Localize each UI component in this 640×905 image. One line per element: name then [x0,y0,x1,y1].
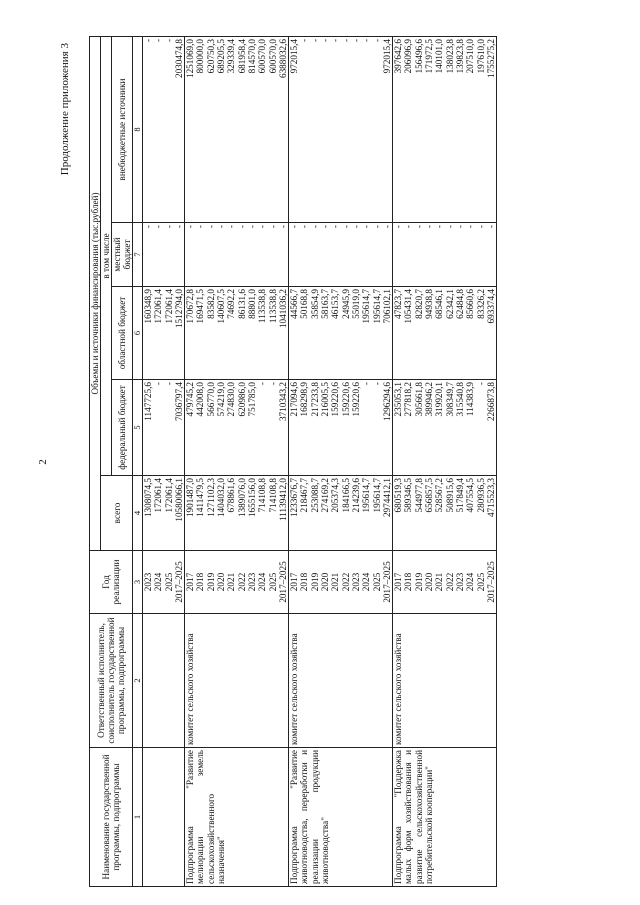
regional-cell: 170672,8 169471,5 83582,0 140607,5 74692,2 86131,6 88801,0 113538,8 113538,8 1041036,2 [185,287,289,380]
column-number: 1 [133,748,143,887]
rotated-document-page [37,37,620,887]
column-number: 4 [133,476,143,551]
extrabudget-cell: 972015,4 - - - - - - - - 972015,4 [289,36,393,222]
total-cell: 1233676,7 218467,7 253088,7 274169,2 205374,3 184166,5 214239,6 195614,7 195614,7 2974412,1 [289,476,393,551]
years-cell: 2017 2018 2019 2020 2021 2022 2023 2024 2025 2017–2025 [393,551,497,614]
header-regional: областной бюджет [112,287,133,380]
regional-cell: 44566,7 50168,8 35854,9 58163,7 46153,7 24945,9 55019,0 195614,7 195614,7 706102,1 [289,287,393,380]
header-name: Наименование государственной программы, подпрограммы [90,748,133,887]
table-row-subprogram-melioration [185,36,289,886]
header-total: всего [101,476,133,551]
federal-cell: 1147725,6 - - 7036797,4 [143,380,185,476]
local-cell: - - - - - - - - - - [185,223,289,287]
total-cell: 1308074,5 172061,4 172061,4 10580066,1 [143,476,185,551]
federal-cell: 479745,2 442008,0 566770,0 574219,0 274830,0 620986,0 751785,0 - - 3710343,2 [185,380,289,476]
header-including: в том числе [101,36,112,475]
column-number: 6 [133,287,143,380]
regional-cell: 47823,7 105431,4 82820,7 94938,8 68546,1 62342,1 62484,8 85660,6 83326,2 693374,4 [393,287,497,380]
extrabudget-cell: 397642,6 206096,9 156496,6 171972,5 140101,0 138023,8 139823,8 207510,0 197610,0 1755275,2 [393,36,497,222]
program-name [143,748,185,887]
extrabudget-cell: 1251069,0 800000,0 620750,3 689205,5 329339,4 681958,4 814570,0 600570,0 600570,0 6388032,6 [185,36,289,222]
column-number: 3 [133,551,143,614]
header-local: местный бюджет [112,223,133,287]
federal-cell: 235053,1 277818,2 305661,8 389946,2 319920,1 308349,7 315540,8 114383,9 - 2266873,8 [393,380,497,476]
extrabudget-cell: - - - 2030474,8 [143,36,185,222]
executor: комитет сельского хозяйства [289,614,393,748]
header-executor: Ответственный исполнитель, соисполнитель государственной программы, подпрограммы [90,614,133,748]
total-cell: 1901487,0 1411479,5 1271102,3 1404032,0 678861,6 1389076,0 1655156,0 714108,8 714108,8 11139412,0 [185,476,289,551]
years-cell: 2017 2018 2019 2020 2021 2022 2023 2024 2025 2017–2025 [289,551,393,614]
column-number: 2 [133,614,143,748]
table-row-subprogram-livestock [289,36,393,886]
header-federal: федеральный бюджет [112,380,133,476]
executor: комитет сельского хозяйства [185,614,289,748]
header-funding-group: Объемы и источники финансирования (тыс.рублей) [90,36,101,550]
table-row-subprogram-small-farms [393,36,497,886]
appendix-title: Продолжение приложения 3 [59,43,71,176]
program-name: Подпрограмма "Поддержка малых форм хозяйствования и развитие сельскохозяйственной потребительской кооперации" [393,748,497,887]
years-cell: 2017 2018 2019 2020 2021 2022 2023 2024 2025 2017–2025 [185,551,289,614]
table-row-total-continuation [143,36,185,886]
program-name: Подпрограмма "Развитие мелиорации земель сельскохозяйственного назначения" [185,748,289,887]
executor [143,614,185,748]
local-cell: - - - - - - - - - - [393,223,497,287]
header-years: Год реализации [90,551,133,614]
local-cell: - - - - - - - - - - [289,223,393,287]
column-number: 8 [133,36,143,222]
header-extrabudget: внебюджетные источники [112,36,133,222]
years-cell: 2023 2024 2025 2017–2025 [143,551,185,614]
funding-table [89,36,497,887]
executor: комитет сельского хозяйства [393,614,497,748]
federal-cell: 217094,6 168298,9 217233,8 216005,5 159220,6 159220,6 159220,6 - - 1296294,6 [289,380,393,476]
program-name: Подпрограмма "Развитие животноводства, переработки и реализации продукции животноводства" [289,748,393,887]
column-number: 7 [133,223,143,287]
page-number: 2 [37,459,49,465]
regional-cell: 160348,9 172061,4 172061,4 1512794,0 [143,287,185,380]
local-cell: - - - - [143,223,185,287]
total-cell: 680519,3 589346,5 544977,8 656857,5 528567,2 508915,6 517849,4 407554,5 280936,5 4715523,3 [393,476,497,551]
column-number: 5 [133,380,143,476]
